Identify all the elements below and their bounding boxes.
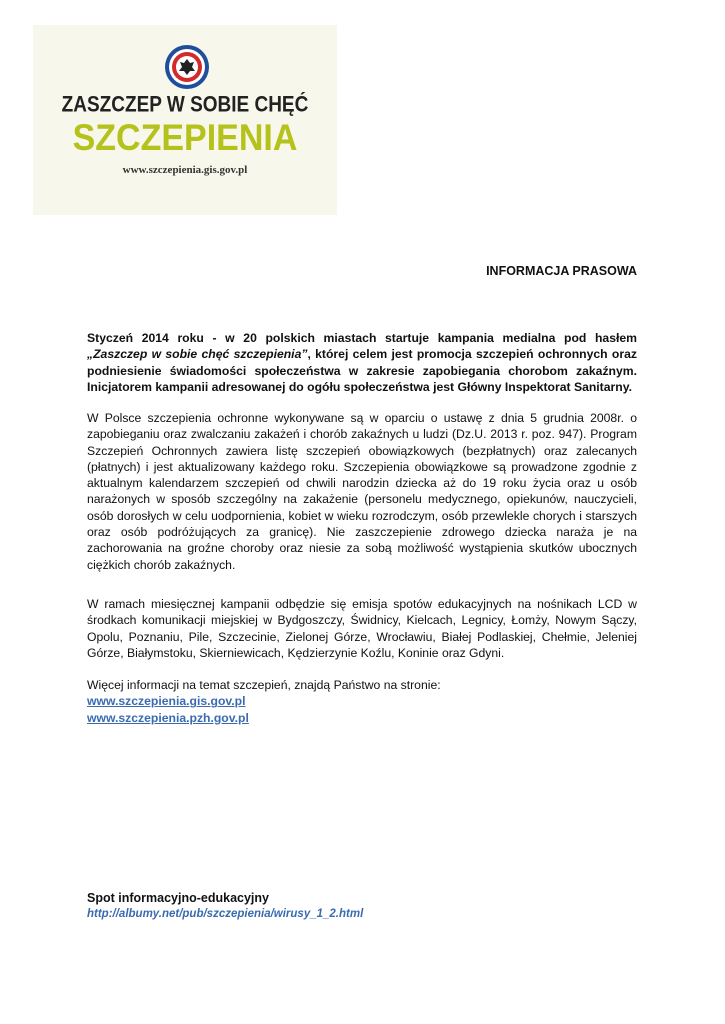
logo-url: www.szczepienia.gis.gov.pl: [122, 164, 248, 176]
campaign-logo: [33, 25, 337, 215]
lead-text-start: Styczeń 2014 roku - w 20 polskich miastach startuje kampania medialna pod hasłem: [87, 331, 637, 345]
state-sanitary-inspection-seal-icon: [164, 44, 210, 90]
pzh-website-link[interactable]: www.szczepienia.pzh.gov.pl: [87, 710, 249, 725]
spot-section: [87, 890, 363, 922]
more-info-section: [87, 677, 637, 726]
logo-slogan: ZASZCZEP W SOBIE CHĘĆ: [61, 93, 309, 118]
press-release-heading: INFORMACJA PRASOWA: [486, 264, 637, 278]
spot-title: Spot informacyjno-edukacyjny: [87, 891, 269, 905]
lead-paragraph: [87, 330, 637, 395]
more-info-text: Więcej informacji na temat szczepień, znajdą Państwo na stronie:: [87, 678, 441, 692]
campaign-slogan: „Zaszczep w sobie chęć szczepienia”: [87, 347, 308, 362]
campaign-cities-paragraph: W ramach miesięcznej kampanii odbędzie się emisja spotów edukacyjnych na nośnikach LCD w środkach komunikacji miejskiej w Bydgoszczy, Świdnicy, Kielcach, Legnicy, Łomży, Nowym Sączy, Opolu, Poznaniu, Pile, Szczecinie, Zielonej Górze, Wrocławiu, Białej Podlaskiej, Chełmie, Jeleniej Górze, Białymstoku, Skierniewicach, Kędzierzynie Koźlu, Koninie oraz Gdyni.: [87, 597, 637, 660]
legal-basis-paragraph: W Polsce szczepienia ochronne wykonywane są w oparciu o ustawę z dnia 5 grudnia 2008r. o zapobieganiu oraz zwalczaniu zakażeń i chorób zakaźnych u ludzi (Dz.U. 2013 r. poz. 947). Program Szczepień Ochronnych zawiera listę szczepień obowiązkowych (bezpłatnych) oraz zalecanych (płatnych) i jest aktualizowany każdego roku. Szczepienia obowiązkowe są prowadzone zgodnie z aktualnym kalendarzem szczepień od chwili narodzin dziecka aż do 19 roku życia oraz u osób narażonych w sposób szczególny na zakażenie (personelu medycznego, opiekunów, nauczycieli, osób dorosłych w celu uodpornienia, kobiet w wieku rozrodczym, osób przewlekle chorych i starszych oraz osób podróżujących za granicę). Nie zaszczepienie zdrowego dziecka naraża je na zachorowania na groźne choroby oraz niesie za sobą możliwość wystąpienia skutków ubocznych ciężkich chorób zakaźnych.: [87, 411, 637, 572]
lead-text-end: , której celem jest promocja szczepień ochronnych oraz podniesienie świadomości społeczeństwa w zakresie zapobiegania chorobom zakaźnym. Inicjatorem kampanii adresowanej do ogółu społeczeństwa jest Główny Inspektorat Sanitarny.: [87, 347, 637, 394]
gis-website-link[interactable]: www.szczepienia.gis.gov.pl: [87, 694, 246, 709]
logo-title: SZCZEPIENIA: [72, 117, 298, 159]
spot-video-link[interactable]: http://albumy.net/pub/szczepienia/wirusy_1_2.html: [87, 908, 364, 920]
